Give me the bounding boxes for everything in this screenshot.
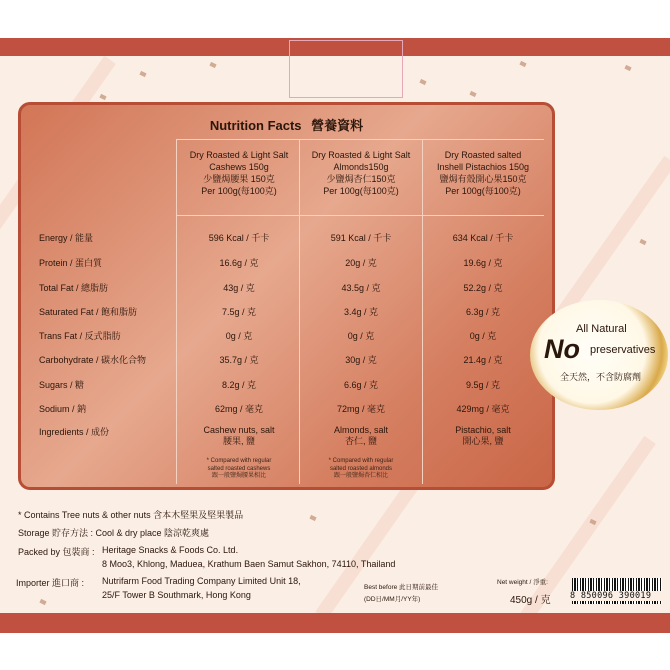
row-label-trans-fat: Trans Fat / 反式脂肪 <box>39 331 121 341</box>
header-rule-bottom <box>176 215 544 216</box>
seal-no: No <box>544 334 580 364</box>
table-cell: 9.5g / 克 <box>465 380 501 390</box>
footnote-line: * Compared with regular <box>328 458 394 464</box>
title-zh: 營養資料 <box>311 118 364 133</box>
ingredient-zh: 杏仁, 鹽 <box>344 436 377 446</box>
storage-note: Storage 貯存方法 : Cool & dry place 陰涼乾爽處 <box>18 528 210 538</box>
packed-label: Packed by 包裝商 : <box>18 547 95 557</box>
table-cell: 0g / 克 <box>469 331 497 341</box>
footnote-line: salted roasted cashews <box>207 465 271 472</box>
bottom-band <box>0 613 670 633</box>
column-header-line: Dry Roasted & Light Salt <box>311 150 411 160</box>
row-label-carbohydrate: Carbohydrate / 碳水化合物 <box>39 355 147 365</box>
best-before-label: Best before 此日期前最佳 <box>364 584 439 591</box>
table-cell: 19.6g / 克 <box>463 258 503 268</box>
table-cell: 62mg / 毫克 <box>214 404 263 414</box>
ingredient-cell <box>179 425 299 447</box>
importer-label: Importer 進口商 : <box>16 578 85 588</box>
ingredient-en: Pistachio, salt <box>455 425 511 435</box>
column-header-cashews <box>179 149 299 197</box>
column-header-line: 鹽焗有殼開心果150克 <box>439 174 527 184</box>
seal-chinese: 全天然，不含防腐劑 <box>560 372 642 382</box>
row-label-ingredients: Ingredients / 成份 <box>39 427 110 437</box>
table-cell: 3.4g / 克 <box>343 307 379 317</box>
barcode-number: 8 850096 390019 <box>570 591 666 601</box>
column-header-line: 少鹽焗杏仁150克 <box>326 174 396 184</box>
row-label-energy: Energy / 能量 <box>39 233 94 243</box>
outline-box <box>289 40 403 98</box>
column-header-almonds <box>301 149 421 197</box>
table-cell: 0g / 克 <box>347 331 375 341</box>
table-cell: 591 Kcal / 千卡 <box>330 233 392 243</box>
net-weight-label: Net weight / 淨重: <box>497 579 548 586</box>
importer-line-2: 25/F Tower B Southmark, Hong Kong <box>102 590 251 600</box>
ingredient-en: Almonds, salt <box>333 425 389 435</box>
no-preservatives-seal <box>530 300 668 410</box>
footnote-cashews <box>179 458 299 481</box>
footnote-almonds <box>301 458 421 481</box>
row-label-sugars: Sugars / 糖 <box>39 380 85 390</box>
table-cell: 7.5g / 克 <box>221 307 257 317</box>
table-cell: 16.6g / 克 <box>219 258 259 268</box>
table-cell: 596 Kcal / 千卡 <box>208 233 270 243</box>
column-header-line: Cashews 150g <box>209 162 269 172</box>
ingredient-zh: 腰果, 鹽 <box>222 436 255 446</box>
table-cell: 0g / 克 <box>225 331 253 341</box>
footnote-line: 跟一般鹽焗杏仁相比 <box>333 473 388 479</box>
table-cell: 52.2g / 克 <box>463 283 503 293</box>
contains-note: * Contains Tree nuts & other nuts 含本木堅果及堅果製品 <box>18 510 244 520</box>
table-cell: 6.6g / 克 <box>343 380 379 390</box>
panel-title <box>21 115 552 134</box>
table-cell: 634 Kcal / 千卡 <box>452 233 514 243</box>
ingredient-cell <box>423 425 543 447</box>
table-cell: 43g / 克 <box>223 283 255 293</box>
table-cell: 8.2g / 克 <box>221 380 257 390</box>
column-header-line: Dry Roasted salted <box>444 150 522 160</box>
table-cell: 43.5g / 克 <box>341 283 381 293</box>
table-cell: 30g / 克 <box>345 355 377 365</box>
table-cell: 6.3g / 克 <box>465 307 501 317</box>
column-header-line: Per 100g(每100克) <box>323 186 399 196</box>
title-en: Nutrition Facts <box>209 118 302 133</box>
footnote-line: salted roasted almonds <box>329 465 393 472</box>
column-header-line: Almonds150g <box>333 162 389 172</box>
importer-line-1: Nutrifarm Food Trading Company Limited Unit 18, <box>102 576 301 586</box>
ingredient-en: Cashew nuts, salt <box>203 425 275 435</box>
table-cell: 35.7g / 克 <box>219 355 259 365</box>
ingredient-cell <box>301 425 421 447</box>
packed-line-1: Heritage Snacks & Foods Co. Ltd. <box>102 545 239 555</box>
column-header-line: Dry Roasted & Light Salt <box>189 150 289 160</box>
header-rule-top <box>176 139 544 140</box>
table-cell: 429mg / 毫克 <box>456 404 510 414</box>
column-header-line: Per 100g(每100克) <box>201 186 277 196</box>
net-weight-value: 450g / 克 <box>510 595 551 606</box>
packed-line-2: 8 Moo3, Khlong, Maduea, Krathum Baen Samut Sakhon, 74110, Thailand <box>102 559 396 569</box>
row-label-total-fat: Total Fat / 總脂肪 <box>39 283 109 293</box>
row-label-saturated-fat: Saturated Fat / 飽和脂肪 <box>39 307 138 317</box>
seal-preservatives: preservatives <box>590 344 656 356</box>
nutrition-panel <box>18 102 555 490</box>
column-header-line: 少鹽焗腰果 150克 <box>203 174 275 184</box>
table-cell: 21.4g / 克 <box>463 355 503 365</box>
column-header-line: Per 100g(每100克) <box>445 186 521 196</box>
column-divider <box>176 139 177 484</box>
best-before-format: (DD日/MM月/YY年) <box>364 596 421 603</box>
row-label-protein: Protein / 蛋白質 <box>39 258 103 268</box>
row-label-sodium: Sodium / 鈉 <box>39 404 87 414</box>
footnote-line: 跟一般鹽焗腰果相比 <box>211 473 266 479</box>
ingredient-zh: 開心果, 鹽 <box>462 436 504 446</box>
table-cell: 72mg / 毫克 <box>336 404 385 414</box>
table-cell: 20g / 克 <box>345 258 377 268</box>
column-header-line: Inshell Pistachios 150g <box>436 162 530 172</box>
footnote-line: * Compared with regular <box>206 458 272 464</box>
column-header-pistachios <box>423 149 543 197</box>
seal-all-natural: All Natural <box>576 323 627 335</box>
column-divider <box>299 139 300 484</box>
